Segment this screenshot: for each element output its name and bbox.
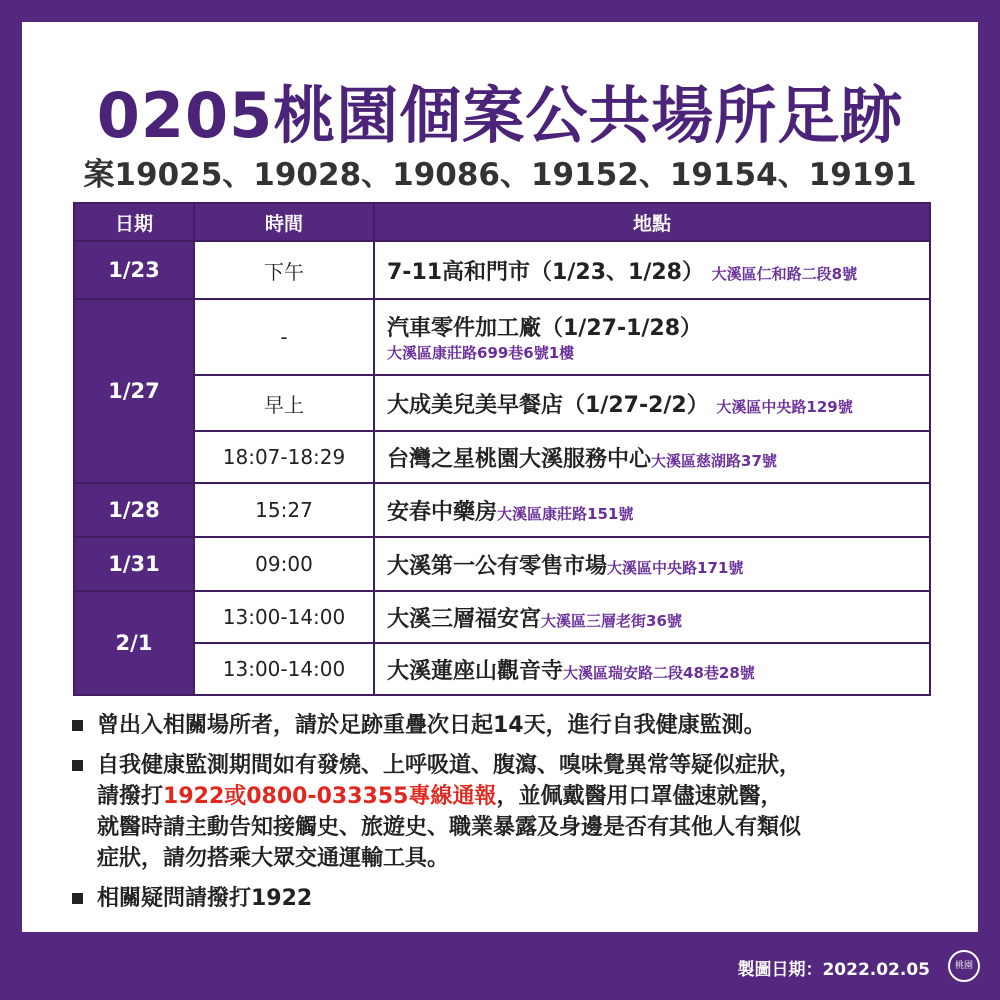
header-place: 地點 <box>374 203 930 241</box>
place-address: 大溪區瑞安路二段48巷28號 <box>563 663 755 682</box>
place-cell <box>374 537 930 591</box>
note-text: 曾出入相關場所者，請於足跡重疊次日起14天，進行自我健康監測。 <box>97 713 766 738</box>
place-cell <box>374 483 930 537</box>
place-name: 安春中藥房 <box>387 499 498 525</box>
notes-list <box>70 710 950 923</box>
taoyuan-seal-icon: 桃園 <box>948 950 980 982</box>
table-row <box>74 241 930 299</box>
place-address: 大溪區中央路129號 <box>716 397 853 416</box>
page-title: 0205桃園個案公共場所足跡 <box>96 79 904 152</box>
case-numbers: 案19025、19028、19086、19152、19154、19191 <box>83 157 917 193</box>
table-row <box>74 483 930 537</box>
time-cell: 09:00 <box>194 537 374 591</box>
place-name: 台灣之星桃園大溪服務中心 <box>387 446 652 472</box>
date-cell: 1/23 <box>74 241 194 299</box>
note-line: 就醫時請主動告知接觸史、旅遊史、職業暴露及身邊是否有其他人有類似 <box>97 815 802 840</box>
table-row <box>74 537 930 591</box>
time-cell: 15:27 <box>194 483 374 537</box>
note-line: 自我健康監測期間如有發燒、上呼吸道、腹瀉、嗅味覺異常等疑似症狀， <box>97 753 802 778</box>
place-name: 大溪三層福安宮 <box>387 606 542 632</box>
date-cell: 1/27 <box>74 299 194 483</box>
production-date: 製圖日期：2022.02.05 <box>737 960 930 980</box>
note-line: 症狀，請勿搭乘大眾交通運輸工具。 <box>97 846 450 871</box>
header-time: 時間 <box>194 203 374 241</box>
time-cell: 早上 <box>194 375 374 431</box>
place-cell <box>374 591 930 643</box>
place-address: 大溪區慈湖路37號 <box>651 451 777 470</box>
place-cell <box>374 299 930 375</box>
bullet-square-icon <box>72 760 83 771</box>
place-cell <box>374 241 930 299</box>
date-cell: 1/28 <box>74 483 194 537</box>
note-item <box>70 710 950 741</box>
note-segment: 請撥打 <box>97 784 164 809</box>
table-row <box>74 643 930 695</box>
poster-card <box>22 22 978 932</box>
place-name: 汽車零件加工廠（1/27-1/28） <box>387 316 703 341</box>
place-name: 大溪蓮座山觀音寺 <box>387 658 564 684</box>
bullet-square-icon <box>72 720 83 731</box>
time-cell: 13:00-14:00 <box>194 643 374 695</box>
note-item <box>70 750 950 874</box>
place-cell <box>374 431 930 483</box>
time-cell: 18:07-18:29 <box>194 431 374 483</box>
bullet-square-icon <box>72 893 83 904</box>
note-text <box>97 750 801 874</box>
note-item <box>70 883 950 914</box>
table-row <box>74 375 930 431</box>
time-cell: 下午 <box>194 241 374 299</box>
place-address: 大溪區中央路171號 <box>607 558 744 577</box>
table-header-row <box>74 203 930 241</box>
date-cell: 2/1 <box>74 591 194 695</box>
place-name: 大溪第一公有零售市場 <box>387 553 608 579</box>
footprint-table <box>73 202 931 696</box>
place-cell <box>374 375 930 431</box>
note-segment: ，並佩戴醫用口罩儘速就醫， <box>496 784 783 809</box>
note-text: 相關疑問請撥打1922 <box>97 886 313 911</box>
date-cell: 1/31 <box>74 537 194 591</box>
time-cell: - <box>194 299 374 375</box>
place-address: 大溪區康莊路151號 <box>497 504 634 523</box>
place-address: 大溪區三層老街36號 <box>541 611 682 630</box>
place-address: 大溪區仁和路二段8號 <box>711 264 858 283</box>
table-row <box>74 591 930 643</box>
header-date: 日期 <box>74 203 194 241</box>
place-name: 大成美兒美早餐店（1/27-2/2） <box>387 392 709 418</box>
time-cell: 13:00-14:00 <box>194 591 374 643</box>
table-row <box>74 299 930 375</box>
place-cell <box>374 643 930 695</box>
table-row <box>74 431 930 483</box>
place-name: 7-11高和門市（1/23、1/28） <box>387 259 704 285</box>
place-address: 大溪區康莊路699巷6號1樓 <box>387 344 575 362</box>
note-line <box>97 781 801 812</box>
hotline-highlight: 1922或0800-033355專線通報 <box>163 784 497 809</box>
